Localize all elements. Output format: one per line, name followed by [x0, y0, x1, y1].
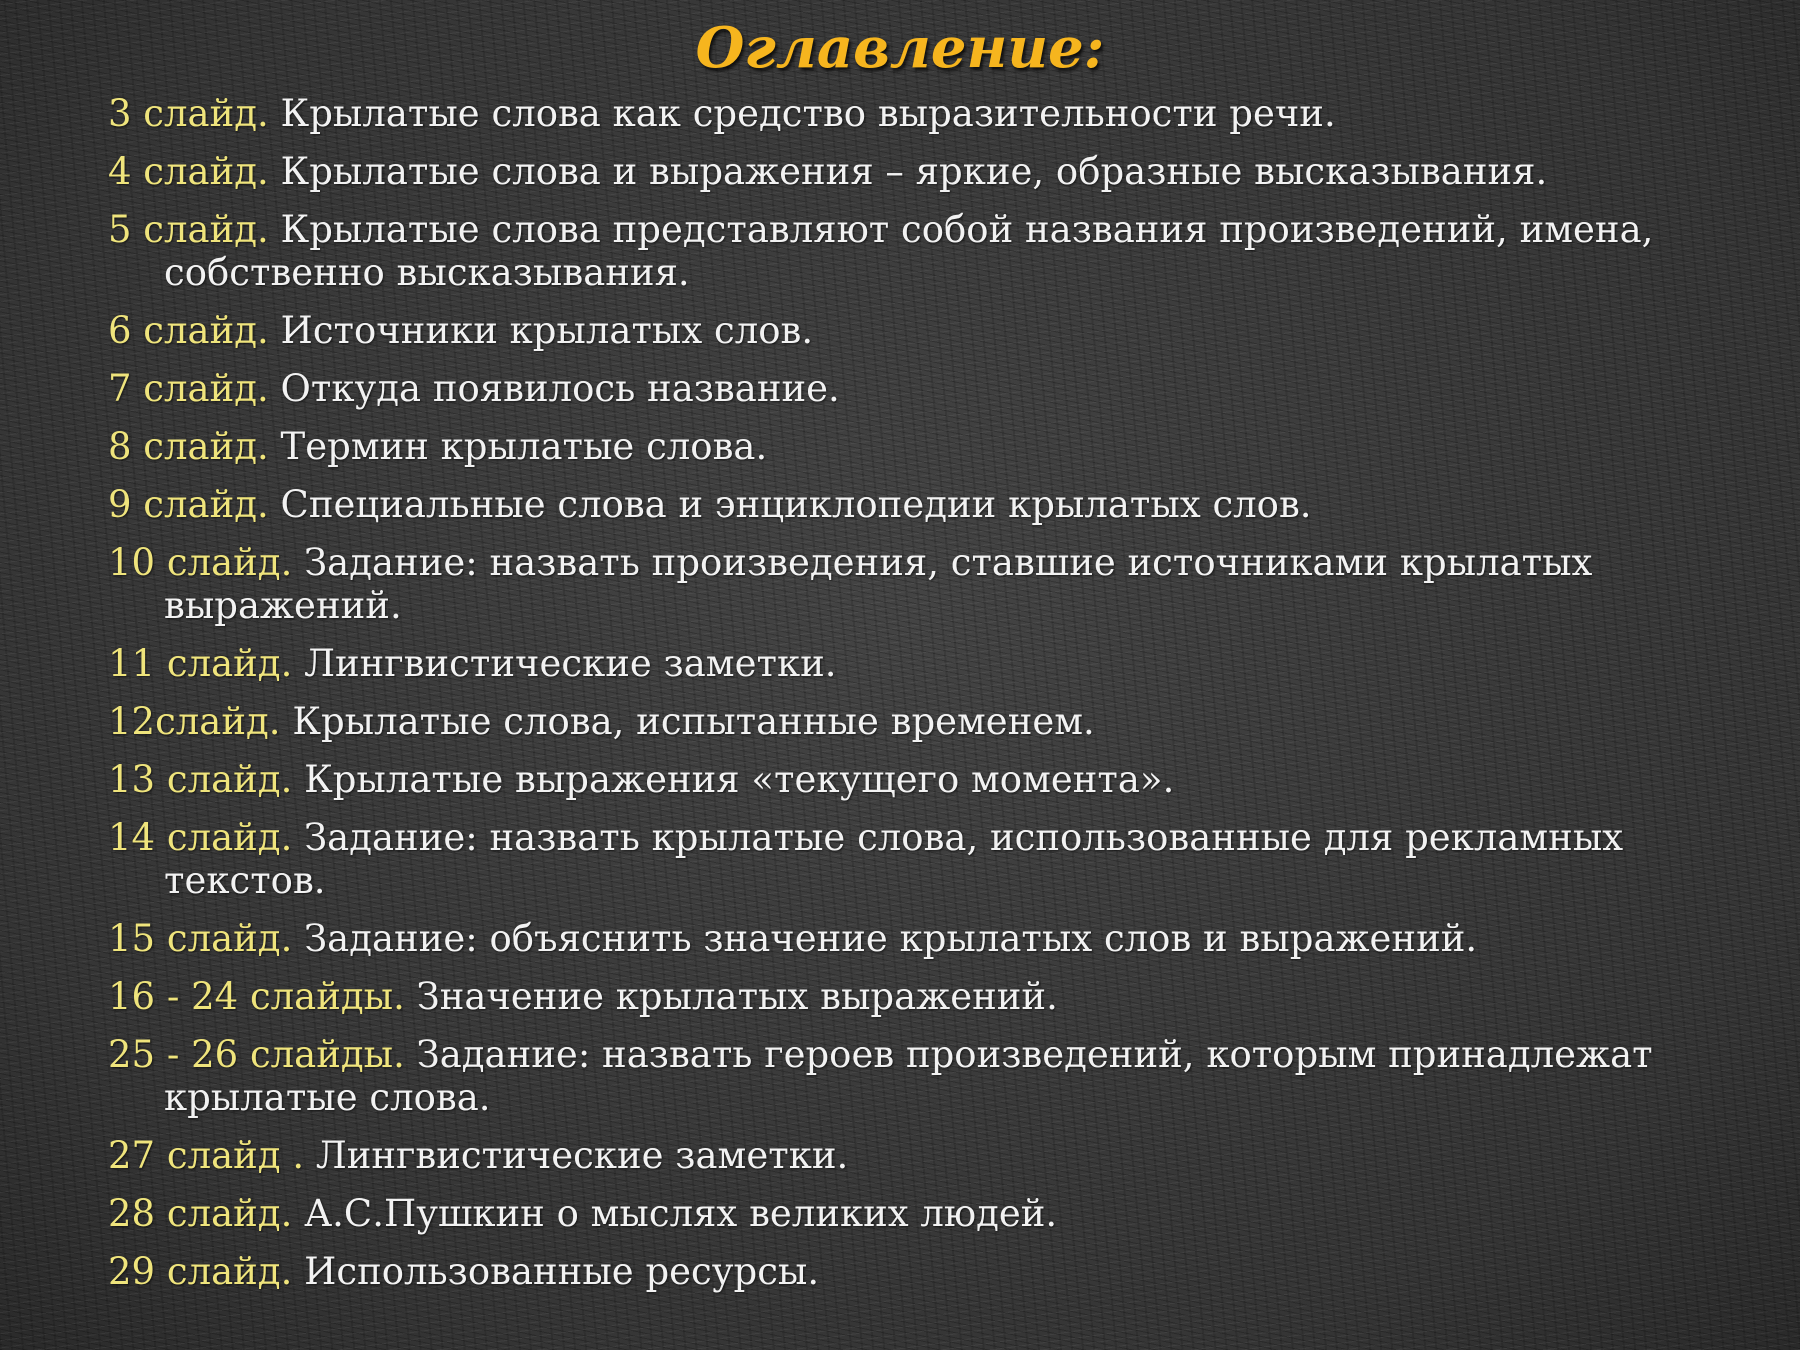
toc-item-text: Задание: назвать крылатые слова, использованные для рекламных текстов. — [164, 816, 1624, 902]
toc-slide-number: 10 слайд. — [108, 541, 293, 584]
page-title: Оглавление: — [695, 15, 1105, 81]
toc-slide-number: 29 слайд. — [108, 1250, 293, 1293]
toc-item — [108, 483, 1728, 526]
toc-item-text: Термин крылатые слова. — [268, 425, 768, 468]
toc-slide-number: 25 - 26 слайды. — [108, 1033, 405, 1076]
toc-item-text: Источники крылатых слов. — [268, 309, 814, 352]
toc-item — [108, 208, 1728, 294]
toc-item-text: Крылатые слова как средство выразительности речи. — [268, 92, 1336, 135]
toc-item — [108, 92, 1728, 135]
toc-item — [108, 700, 1728, 743]
toc-item — [108, 309, 1728, 352]
toc-item-text: Задание: объяснить значение крылатых слов и выражений. — [292, 917, 1478, 960]
toc-item-text: Крылатые слова представляют собой названия произведений, имена, собственно высказывания. — [164, 208, 1654, 294]
toc-slide-number: 16 - 24 слайды. — [108, 975, 405, 1018]
toc-item — [108, 541, 1728, 627]
toc-item-text: Крылатые слова и выражения – яркие, образные высказывания. — [268, 150, 1548, 193]
toc-item-text: Крылатые выражения «текущего момента». — [292, 758, 1175, 801]
toc-slide-number: 7 слайд. — [108, 367, 269, 410]
toc-slide-number: 8 слайд. — [108, 425, 269, 468]
toc-item — [108, 758, 1728, 801]
toc-item — [108, 425, 1728, 468]
toc-item-text: Откуда появилось название. — [268, 367, 840, 410]
toc-slide-number: 15 слайд. — [108, 917, 293, 960]
toc-item-text: Лингвистические заметки. — [292, 642, 837, 685]
toc-item-text: Специальные слова и энциклопедии крылатых слов. — [268, 483, 1312, 526]
toc-item — [108, 642, 1728, 685]
toc-slide-number: 12слайд. — [108, 700, 281, 743]
toc-item — [108, 975, 1728, 1018]
toc-item — [108, 1250, 1728, 1293]
toc-item — [108, 1192, 1728, 1235]
toc-item — [108, 150, 1728, 193]
toc-item — [108, 816, 1728, 902]
toc-item — [108, 1033, 1728, 1119]
toc-item-text: Использованные ресурсы. — [292, 1250, 820, 1293]
toc-item-text: Задание: назвать произведения, ставшие источниками крылатых выражений. — [164, 541, 1593, 627]
toc-item — [108, 1134, 1728, 1177]
toc-slide-number: 3 слайд. — [108, 92, 269, 135]
toc-item-text: Крылатые слова, испытанные временем. — [280, 700, 1095, 743]
table-of-contents — [108, 92, 1728, 1308]
toc-item-text: Лингвистические заметки. — [304, 1134, 849, 1177]
toc-slide-number: 4 слайд. — [108, 150, 269, 193]
toc-slide-number: 13 слайд. — [108, 758, 293, 801]
toc-slide-number: 28 слайд. — [108, 1192, 293, 1235]
toc-slide-number: 14 слайд. — [108, 816, 293, 859]
toc-slide-number: 5 слайд. — [108, 208, 269, 251]
toc-item-text: А.С.Пушкин о мыслях великих людей. — [292, 1192, 1058, 1235]
toc-item — [108, 917, 1728, 960]
toc-item-text: Задание: назвать героев произведений, которым принадлежат крылатые слова. — [164, 1033, 1653, 1119]
toc-slide-number: 6 слайд. — [108, 309, 269, 352]
toc-slide-number: 27 слайд . — [108, 1134, 305, 1177]
toc-item-text: Значение крылатых выражений. — [404, 975, 1058, 1018]
toc-slide-number: 11 слайд. — [108, 642, 293, 685]
toc-item — [108, 367, 1728, 410]
toc-slide-number: 9 слайд. — [108, 483, 269, 526]
